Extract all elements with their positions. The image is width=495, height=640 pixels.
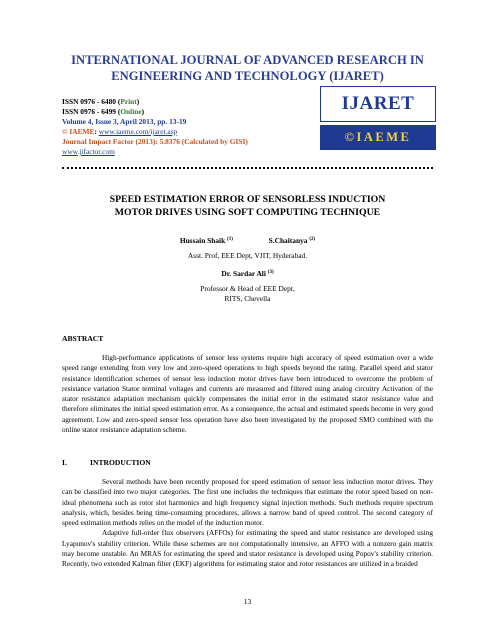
iaeme-label: © IAEME xyxy=(62,127,95,136)
issn-print: ISSN 0976 - 6480 (Print) xyxy=(62,97,140,106)
journal-meta xyxy=(62,97,312,157)
author3-sup: (3) xyxy=(267,270,274,275)
paper-title xyxy=(62,193,433,219)
issn-online: ISSN 0976 - 6499 (Online) xyxy=(62,107,145,116)
section-title: INTRODUCTION xyxy=(90,458,151,467)
impact-factor: Journal Impact Factor (2013): 5.8376 (Calculated by GISI) xyxy=(62,137,248,146)
volume-info: Volume 4, Issue 3, April 2013, pp. 13-19 xyxy=(62,117,187,126)
journal-title xyxy=(40,52,455,84)
author3-row xyxy=(62,268,433,280)
affiliation2-line2: RITS, Chevella xyxy=(224,294,271,303)
section-number: I. xyxy=(62,458,67,467)
affiliation1: Asst. Prof, EEE Dept, VJIT, Hyderabad. xyxy=(187,250,308,260)
abstract-body xyxy=(62,353,433,435)
intro-paragraph-1: Several methods have been recently proposed for speed estimation of sensor less induction motor drives. They can be classified into two major categories. The first one includes the techniques that estimate the rotor speed based on non-ideal phenomena such as rotor slot harmonics and high frequency signal injection methods. Such methods require spectrum analysis, which, besides being time-consuming procedures, allows a narrow band of speed control. The second category of speed estimation methods relies on the model of the induction motor. xyxy=(62,477,433,528)
paper-title-line2: MOTOR DRIVES USING SOFT COMPUTING TECHNIQUE xyxy=(114,207,381,218)
author-names-row xyxy=(62,235,433,247)
iaeme-logo: ©IAEME xyxy=(320,125,436,150)
ijaret-logo: IJARET xyxy=(320,86,436,122)
iaeme-link[interactable]: www.iaeme.com/ijaret.asp xyxy=(98,127,178,136)
paper-title-line1: SPEED ESTIMATION ERROR OF SENSORLESS INDUCTION xyxy=(109,194,386,205)
author3-name: Dr. Sardar Ali xyxy=(221,269,266,278)
author1-name: Hussain Shaik xyxy=(179,236,226,245)
abstract-text: High-performance applications of sensor less systems require high accuracy of speed estimation over a wide speed range extending from very low and zero-speed operations to high speeds beyond the rating. Parallel speed and stator resistance identification schemes of sensor less induction motor drives have been introduced to overcome the problem of resistance variation Stator terminal voltages and currents are measured and filtered using analog circuitry Activation of the stator resistance adaptation mechanism quickly compensates the initial error in the estimated stator resistance value and therefore eliminates the initial speed estimation error. As a consequence, the actual and estimated speeds become in very good agreement. Low and zero-speed sensor less operation have also been investigated by the proposed SMO combined with the online stator resistance adaptation scheme. xyxy=(62,353,433,435)
author1-sup: (1) xyxy=(227,237,233,242)
dotted-separator xyxy=(62,167,433,169)
author2-sup: (2) xyxy=(309,237,316,242)
affiliation2-line1: Professor & Head of EEE Dept, xyxy=(200,283,295,293)
author2-name: S.Chaitanya xyxy=(268,236,308,245)
issn-print-word: Print xyxy=(120,97,137,106)
introduction-heading xyxy=(62,458,151,468)
authors-block-2 xyxy=(62,268,433,305)
abstract-heading: ABSTRACT xyxy=(62,334,104,343)
page-number: 13 xyxy=(243,597,252,606)
jifactor-link[interactable]: www.jifactor.com xyxy=(62,147,115,156)
authors-block-1 xyxy=(62,235,433,261)
introduction-body xyxy=(62,477,433,570)
journal-title-line1: INTERNATIONAL JOURNAL OF ADVANCED RESEARCH IN xyxy=(71,53,424,67)
iaeme-row: © IAEME: www.iaeme.com/ijaret.asp xyxy=(62,127,178,136)
intro-paragraph-2: Adaptive full-order flux observers (AFFOs) for estimating the speed and stator resistance are developed using Lyapunov's stability criterion. While these schemes are not computationally intensive, an AFFO with a nonzero gain matrix may become unstable. An MRAS for estimating the speed and stator resistance is developed using Popov's stability criterion. Recently, two extended Kalman filter (EKF) algorithms for estimating stator and rotor resistances are utilized in a braided xyxy=(62,528,433,569)
issn-online-word: Online xyxy=(120,107,142,116)
journal-title-line2: ENGINEERING AND TECHNOLOGY (IJARET) xyxy=(111,69,384,83)
